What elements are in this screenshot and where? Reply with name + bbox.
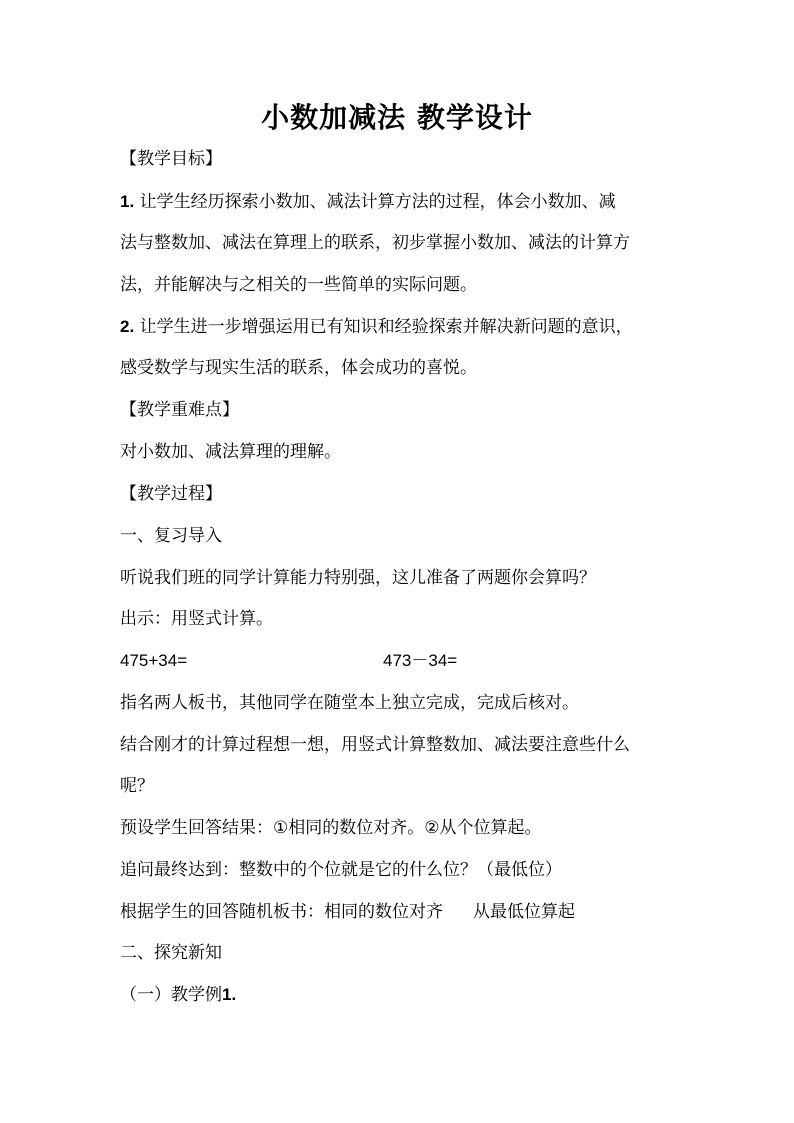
goal-1-line-2: 法与整数加、减法在算理上的联系，初步掌握小数加、减法的计算方	[120, 233, 630, 253]
paragraph-show: 出示：用竖式计算。	[120, 609, 273, 629]
board-note-2: 从最低位算起	[473, 902, 575, 922]
goal-2-number: 2.	[120, 317, 135, 336]
board-note-1: 根据学生的回答随机板书：相同的数位对齐	[120, 902, 443, 922]
paragraph-board: 指名两人板书，其他同学在随堂本上独立完成，完成后核对。	[120, 693, 579, 713]
part-1-heading: 一、复习导入	[120, 526, 222, 546]
key-points-heading: 【教学重难点】	[120, 400, 239, 420]
process-heading: 【教学过程】	[120, 484, 222, 504]
paragraph-think-line-1: 结合刚才的计算过程想一想，用竖式计算整数加、减法要注意些什么	[120, 735, 630, 755]
equation-subtraction: 473－34=	[383, 651, 458, 670]
subsection-number: 1.	[222, 985, 237, 1004]
paragraph-think-line-2: 呢？	[120, 776, 154, 796]
key-points-text: 对小数加、减法算理的理解。	[120, 442, 341, 462]
subsection-example-1	[120, 982, 236, 1008]
paragraph-intro: 听说我们班的同学计算能力特别强，这儿准备了两题你会算吗？	[120, 568, 596, 588]
subsection-prefix: （一）教学例	[120, 985, 222, 1005]
equation-addition: 475+34=	[120, 651, 188, 670]
goal-1-number: 1.	[120, 192, 135, 211]
goal-1-line-3: 法，并能解决与之相关的一些简单的实际问题。	[120, 275, 477, 295]
paragraph-expected-answer: 预设学生回答结果：①相同的数位对齐。②从个位算起。	[120, 818, 542, 838]
equation-row	[120, 648, 720, 674]
paragraph-follow-up: 追问最终达到：整数中的个位就是它的什么位？（最低位）	[120, 860, 562, 880]
part-2-heading: 二、探究新知	[120, 943, 222, 963]
document-title: 小数加减法 教学设计	[261, 101, 533, 134]
goals-heading: 【教学目标】	[120, 149, 222, 169]
goal-1-text-1: 让学生经历探索小数加、减法计算方法的过程，体会小数加、减	[139, 192, 616, 212]
goal-1-line-1	[120, 189, 616, 215]
paragraph-board-notes	[120, 899, 575, 925]
goal-2-line-2: 感受数学与现实生活的联系，体会成功的喜悦。	[120, 358, 477, 378]
goal-2-line-1	[120, 314, 633, 340]
goal-2-text-1: 让学生进一步增强运用已有知识和经验探索并解决新问题的意识，	[139, 317, 633, 337]
